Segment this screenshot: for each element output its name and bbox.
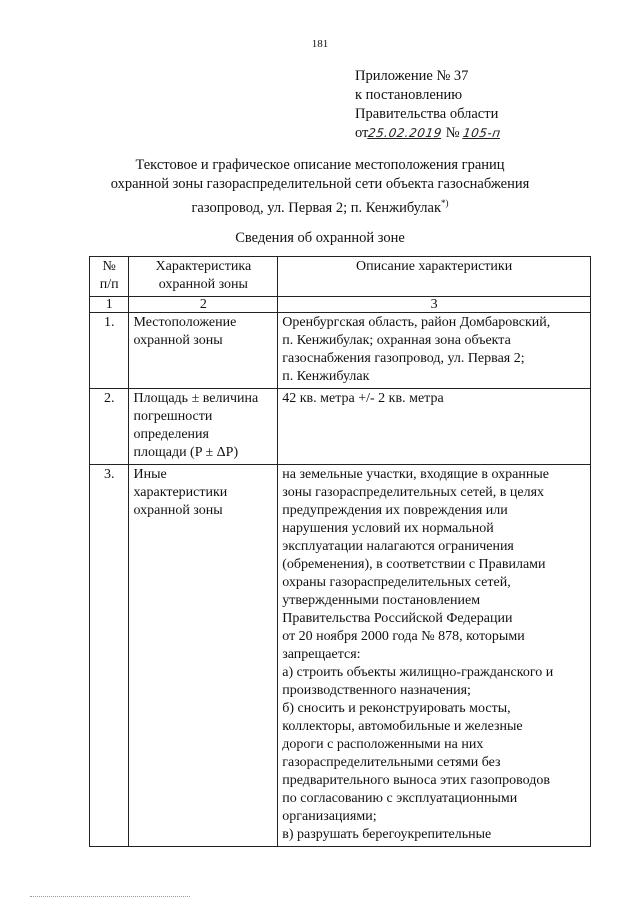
table-header-row	[90, 257, 591, 297]
index-cell: 1	[90, 297, 129, 313]
header-characteristic	[129, 257, 278, 297]
description-line: производственного назначения;	[282, 683, 471, 698]
title-line-3-text: газопровод, ул. Первая 2; п. Кенжибулак	[191, 199, 442, 216]
row-characteristic	[129, 313, 278, 389]
row-description	[278, 465, 591, 847]
description-line: охраны газораспределительных сетей,	[282, 575, 511, 590]
description-line: эксплуатации налагаются ограничения	[282, 539, 514, 554]
description-line: п. Кенжибулак	[282, 369, 370, 384]
description-line: дороги с расположенными на них	[282, 737, 484, 752]
header-characteristic-line-1: Характеристика	[155, 259, 252, 274]
date-prefix: от	[355, 125, 369, 141]
appendix-block	[355, 67, 501, 143]
title-line-3	[100, 194, 540, 218]
description-line: Правительства Российской Федерации	[282, 611, 513, 626]
characteristic-line: охранной зоны	[133, 333, 223, 348]
description-line: утвержденными постановлением	[282, 593, 481, 608]
title-line-2: охранной зоны газораспределительной сети объекта газоснабжения	[110, 176, 530, 192]
description-line: б) сносить и реконструировать мосты,	[282, 701, 511, 716]
description-line: зоны газораспределительных сетей, в целях	[282, 485, 545, 500]
table-row	[90, 465, 591, 847]
protection-zone-table	[89, 256, 591, 847]
description-line: 42 кв. метра +/- 2 кв. метра	[282, 391, 444, 406]
description-line: по согласованию с эксплуатационными	[282, 791, 518, 806]
description-line: организациями;	[282, 809, 377, 824]
description-line: а) строить объекты жилищно-гражданского и	[282, 665, 554, 680]
row-number: 1.	[90, 313, 129, 389]
description-line: нарушения условий их нормальной	[282, 521, 494, 536]
table-row	[90, 389, 591, 465]
index-cell: 2	[129, 297, 278, 313]
characteristic-line: Иные	[133, 467, 167, 482]
description-line: газоснабжения газопровод, ул. Первая 2;	[282, 351, 525, 366]
description-line: предварительного выноса этих газопроводов	[282, 773, 550, 788]
characteristic-line: Местоположение	[133, 315, 237, 330]
header-number-line-1: №	[102, 259, 116, 274]
table-index-row	[90, 297, 591, 313]
description-line: запрещается:	[282, 647, 361, 662]
row-description	[278, 313, 591, 389]
index-cell: 3	[278, 297, 591, 313]
description-line: п. Кенжибулак; охранная зона объекта	[282, 333, 511, 348]
number-sign: №	[445, 125, 460, 141]
row-characteristic	[129, 389, 278, 465]
characteristic-line: охранной зоны	[133, 503, 223, 518]
document-title	[100, 156, 540, 218]
table-row	[90, 313, 591, 389]
header-characteristic-line-2: охранной зоны	[158, 277, 248, 292]
description-line: на земельные участки, входящие в охранные	[282, 467, 549, 482]
description-line: газораспределительными сетями без	[282, 755, 501, 770]
title-line-1: Текстовое и графическое описание местоположения границ	[135, 157, 505, 173]
characteristic-line: характеристики	[133, 485, 228, 500]
footnote-mark: *)	[441, 198, 449, 208]
appendix-line-3: Правительства области	[355, 106, 499, 122]
row-description	[278, 389, 591, 465]
characteristic-line: площади (P ± ΔP)	[133, 445, 239, 460]
characteristic-line: погрешности	[133, 409, 213, 424]
header-description: Описание характеристики	[278, 257, 591, 297]
scan-footer-marks	[30, 896, 190, 899]
handwritten-date: 25.02.2019	[367, 126, 444, 140]
page-number: 181	[311, 38, 329, 50]
row-number: 3.	[90, 465, 129, 847]
description-line: предупреждения их повреждения или	[282, 503, 508, 518]
section-subtitle: Сведения об охранной зоне	[235, 230, 405, 246]
appendix-line-2: к постановлению	[355, 87, 463, 103]
description-line: от 20 ноября 2000 года № 878, которыми	[282, 629, 525, 644]
header-number	[90, 257, 129, 297]
description-line: (обременения), в соответствии с Правилами	[282, 557, 546, 572]
header-number-line-2: п/п	[99, 277, 119, 292]
appendix-date-line	[355, 124, 501, 143]
description-line: Оренбургская область, район Домбаровский,	[282, 315, 551, 330]
appendix-line-1: Приложение № 37	[355, 68, 469, 84]
handwritten-number: 105-п	[462, 126, 502, 140]
characteristic-line: Площадь ± величина	[133, 391, 259, 406]
row-number: 2.	[90, 389, 129, 465]
row-characteristic	[129, 465, 278, 847]
characteristic-line: определения	[133, 427, 209, 442]
description-line: коллекторы, автомобильные и железные	[282, 719, 523, 734]
description-line: в) разрушать берегоукрепительные	[282, 827, 492, 842]
